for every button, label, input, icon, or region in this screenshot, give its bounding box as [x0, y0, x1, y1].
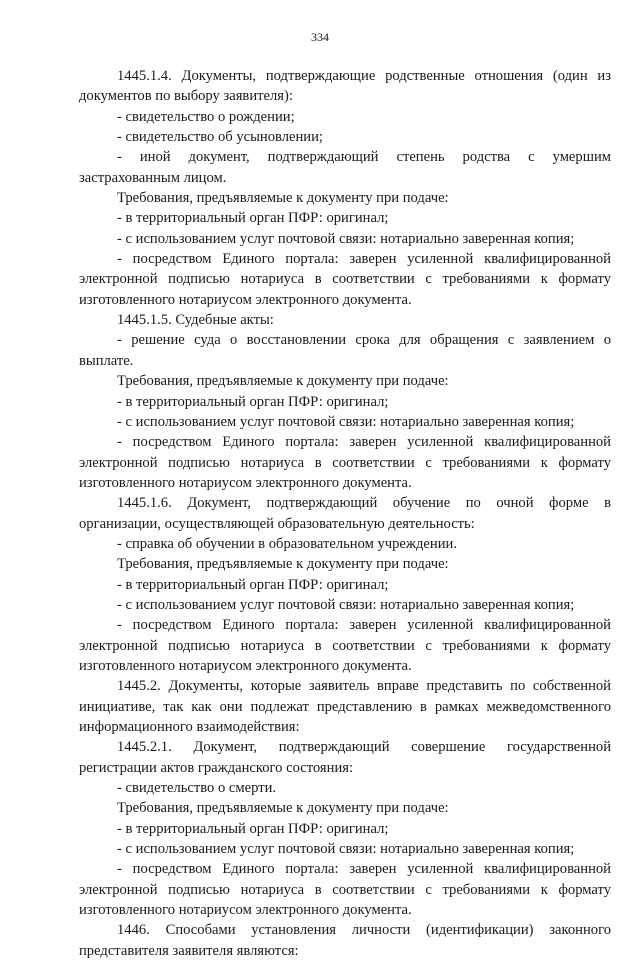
document-body	[79, 66, 611, 961]
list-item: - с использованием услуг почтовой связи: нотариально заверенная копия;	[117, 230, 575, 247]
list-item: - в территориальный орган ПФР: оригинал;	[117, 576, 389, 593]
paragraph: 1446. Способами установления личности (идентификации) законного представителя заявителя являются:	[79, 922, 611, 959]
paragraph: 1445.1.4. Документы, подтверждающие родственные отношения (один из документов по выбору заявителя):	[79, 68, 611, 105]
list-item: - с использованием услуг почтовой связи: нотариально заверенная копия;	[117, 413, 575, 430]
list-item: - свидетельство о смерти.	[117, 780, 277, 797]
list-item: - справка об обучении в образовательном учреждении.	[117, 535, 457, 552]
list-item: - в территориальный орган ПФР: оригинал;	[117, 820, 389, 837]
list-item: - иной документ, подтверждающий степень родства с умершим застрахованным лицом.	[79, 149, 611, 186]
list-item: - свидетельство об усыновлении;	[117, 129, 323, 146]
paragraph: Требования, предъявляемые к документу при подаче:	[117, 373, 449, 390]
list-item: - решение суда о восстановлении срока для обращения с заявлением о выплате.	[79, 332, 611, 369]
list-item: - в территориальный орган ПФР: оригинал;	[117, 210, 389, 227]
list-item: - в территориальный орган ПФР: оригинал;	[117, 393, 389, 410]
paragraph: 1445.2.1. Документ, подтверждающий совершение государственной регистрации актов гражданского состояния:	[79, 739, 611, 776]
list-item: - свидетельство о рождении;	[117, 108, 295, 125]
list-item: - посредством Единого портала: заверен усиленной квалифицированной электронной подписью нотариуса в соответствии с требованиями к формату изготовленного нотариусом электронного документа.	[79, 251, 611, 308]
paragraph: Требования, предъявляемые к документу при подаче:	[117, 190, 449, 207]
list-item: - посредством Единого портала: заверен усиленной квалифицированной электронной подписью нотариуса в соответствии с требованиями к формату изготовленного нотариусом электронного документа.	[79, 434, 611, 491]
paragraph: 1445.1.6. Документ, подтверждающий обучение по очной форме в организации, осуществляющей образовательную деятельность:	[79, 495, 611, 532]
list-item: - с использованием услуг почтовой связи: нотариально заверенная копия;	[117, 596, 575, 613]
list-item: - посредством Единого портала: заверен усиленной квалифицированной электронной подписью нотариуса в соответствии с требованиями к формату изготовленного нотариусом электронного документа.	[79, 861, 611, 919]
paragraph: 1445.1.5. Судебные акты:	[117, 312, 274, 329]
list-item: - посредством Единого портала: заверен усиленной квалифицированной электронной подписью нотариуса в соответствии с требованиями к формату изготовленного нотариусом электронного документа.	[79, 617, 611, 674]
paragraph: Требования, предъявляемые к документу при подаче:	[117, 800, 449, 817]
list-item: - с использованием услуг почтовой связи: нотариально заверенная копия;	[117, 841, 575, 858]
paragraph: Требования, предъявляемые к документу при подаче:	[117, 556, 449, 573]
paragraph: 1445.2. Документы, которые заявитель вправе представить по собственной инициативе, так как они подлежат представлению в рамках межведомственного информационного взаимодействия:	[79, 678, 611, 735]
page-number: 334	[311, 30, 329, 44]
